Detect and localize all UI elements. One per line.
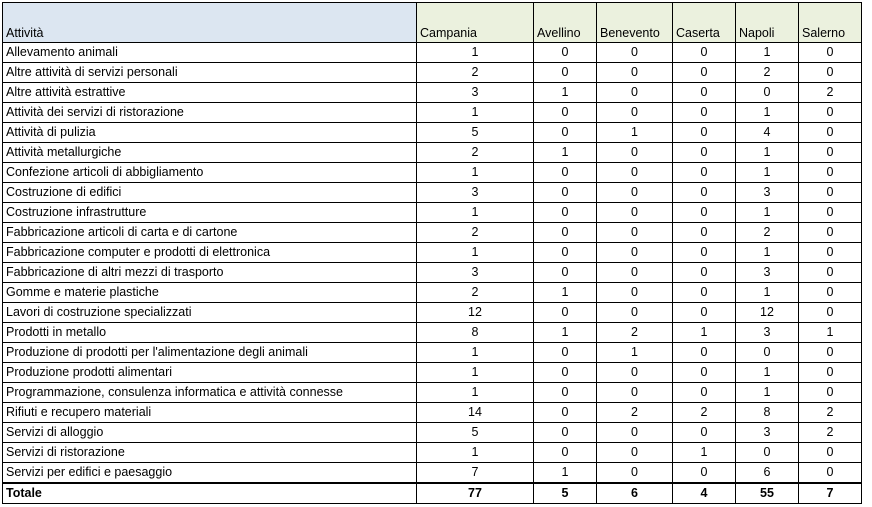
value-cell[interactable]: 1: [736, 283, 799, 303]
value-cell[interactable]: 0: [673, 383, 736, 403]
value-cell[interactable]: 0: [534, 303, 597, 323]
total-value-cell[interactable]: 77: [417, 483, 534, 504]
activity-cell[interactable]: Servizi di ristorazione: [3, 443, 417, 463]
value-cell[interactable]: 1: [597, 123, 673, 143]
table-row: [3, 163, 862, 183]
value-cell[interactable]: 0: [597, 63, 673, 83]
value-cell[interactable]: 7: [417, 463, 534, 484]
activity-cell[interactable]: Altre attività estrattive: [3, 83, 417, 103]
value-cell[interactable]: 0: [597, 283, 673, 303]
value-cell[interactable]: 0: [534, 223, 597, 243]
value-cell[interactable]: 0: [673, 243, 736, 263]
table-row: [3, 63, 862, 83]
value-cell[interactable]: 0: [799, 143, 862, 163]
value-cell[interactable]: 0: [799, 123, 862, 143]
totals-label-cell[interactable]: Totale: [3, 483, 417, 504]
table-row: [3, 83, 862, 103]
table-row: [3, 243, 862, 263]
totals-row: [3, 483, 862, 504]
table-body: [3, 43, 862, 484]
value-cell[interactable]: 3: [736, 323, 799, 343]
table-row: [3, 383, 862, 403]
value-cell[interactable]: 0: [799, 183, 862, 203]
table-row: [3, 143, 862, 163]
table-row: [3, 363, 862, 383]
value-cell[interactable]: 1: [673, 443, 736, 463]
value-cell[interactable]: 0: [673, 183, 736, 203]
activity-cell[interactable]: Fabbricazione computer e prodotti di elettronica: [3, 243, 417, 263]
value-cell[interactable]: 0: [799, 463, 862, 484]
activity-cell[interactable]: Gomme e materie plastiche: [3, 283, 417, 303]
table-row: [3, 343, 862, 363]
value-cell[interactable]: 0: [736, 443, 799, 463]
value-cell[interactable]: 1: [417, 363, 534, 383]
value-cell[interactable]: 3: [417, 83, 534, 103]
total-value-cell[interactable]: 7: [799, 483, 862, 504]
value-cell[interactable]: 0: [597, 103, 673, 123]
activity-cell[interactable]: Programmazione, consulenza informatica e attività connesse: [3, 383, 417, 403]
value-cell[interactable]: 0: [597, 443, 673, 463]
value-cell[interactable]: 0: [534, 43, 597, 63]
value-cell[interactable]: 14: [417, 403, 534, 423]
value-cell[interactable]: 0: [534, 343, 597, 363]
activity-cell[interactable]: Servizi per edifici e paesaggio: [3, 463, 417, 484]
value-cell[interactable]: 0: [534, 63, 597, 83]
value-cell[interactable]: 0: [673, 103, 736, 123]
value-cell[interactable]: 1: [534, 323, 597, 343]
total-value-cell[interactable]: 5: [534, 483, 597, 504]
table-row: [3, 123, 862, 143]
value-cell[interactable]: 0: [534, 403, 597, 423]
value-cell[interactable]: 0: [673, 203, 736, 223]
activity-cell[interactable]: Attività di pulizia: [3, 123, 417, 143]
value-cell[interactable]: 0: [597, 303, 673, 323]
value-cell[interactable]: 2: [417, 63, 534, 83]
value-cell[interactable]: 0: [799, 303, 862, 323]
total-value-cell[interactable]: 4: [673, 483, 736, 504]
value-cell[interactable]: 0: [597, 223, 673, 243]
value-cell[interactable]: 0: [534, 363, 597, 383]
value-cell[interactable]: 0: [534, 263, 597, 283]
value-cell[interactable]: 1: [417, 103, 534, 123]
value-cell[interactable]: 0: [597, 423, 673, 443]
value-cell[interactable]: 0: [597, 143, 673, 163]
table-row: [3, 403, 862, 423]
value-cell[interactable]: 0: [799, 103, 862, 123]
table-row: [3, 263, 862, 283]
value-cell[interactable]: 0: [673, 163, 736, 183]
header-cell-benevento[interactable]: Benevento: [597, 3, 673, 43]
table-row: [3, 283, 862, 303]
value-cell[interactable]: 8: [736, 403, 799, 423]
value-cell[interactable]: 1: [736, 243, 799, 263]
value-cell[interactable]: 0: [534, 203, 597, 223]
header-cell-avellino[interactable]: Avellino: [534, 3, 597, 43]
spreadsheet: [2, 2, 862, 504]
value-cell[interactable]: 0: [534, 383, 597, 403]
value-cell[interactable]: 12: [417, 303, 534, 323]
table-row: [3, 203, 862, 223]
value-cell[interactable]: 0: [799, 443, 862, 463]
value-cell[interactable]: 1: [534, 463, 597, 484]
header-cell-salerno[interactable]: Salerno: [799, 3, 862, 43]
value-cell[interactable]: 0: [673, 463, 736, 484]
table-row: [3, 43, 862, 63]
value-cell[interactable]: 1: [673, 323, 736, 343]
activity-cell[interactable]: Costruzione infrastrutture: [3, 203, 417, 223]
value-cell[interactable]: 1: [417, 163, 534, 183]
value-cell[interactable]: 2: [736, 63, 799, 83]
value-cell[interactable]: 0: [534, 243, 597, 263]
value-cell[interactable]: 0: [597, 463, 673, 484]
activity-cell[interactable]: Fabbricazione di altri mezzi di trasporto: [3, 263, 417, 283]
value-cell[interactable]: 2: [597, 403, 673, 423]
value-cell[interactable]: 12: [736, 303, 799, 323]
value-cell[interactable]: 0: [799, 283, 862, 303]
value-cell[interactable]: 3: [736, 263, 799, 283]
value-cell[interactable]: 1: [534, 283, 597, 303]
value-cell[interactable]: 8: [417, 323, 534, 343]
value-cell[interactable]: 2: [673, 403, 736, 423]
activity-cell[interactable]: Confezione articoli di abbigliamento: [3, 163, 417, 183]
value-cell[interactable]: 0: [799, 43, 862, 63]
value-cell[interactable]: 0: [673, 263, 736, 283]
value-cell[interactable]: 0: [673, 83, 736, 103]
activity-cell[interactable]: Altre attività di servizi personali: [3, 63, 417, 83]
value-cell[interactable]: 1: [417, 343, 534, 363]
value-cell[interactable]: 0: [799, 383, 862, 403]
value-cell[interactable]: 0: [534, 423, 597, 443]
table-row: [3, 183, 862, 203]
header-row: [3, 3, 862, 43]
value-cell[interactable]: 4: [736, 123, 799, 143]
value-cell[interactable]: 0: [673, 123, 736, 143]
value-cell[interactable]: 2: [417, 143, 534, 163]
value-cell[interactable]: 0: [673, 223, 736, 243]
value-cell[interactable]: 1: [736, 363, 799, 383]
value-cell[interactable]: 0: [597, 183, 673, 203]
value-cell[interactable]: 0: [799, 343, 862, 363]
value-cell[interactable]: 0: [597, 263, 673, 283]
value-cell[interactable]: 0: [597, 43, 673, 63]
value-cell[interactable]: 0: [799, 363, 862, 383]
value-cell[interactable]: 3: [736, 423, 799, 443]
activity-cell[interactable]: Prodotti in metallo: [3, 323, 417, 343]
value-cell[interactable]: 2: [736, 223, 799, 243]
value-cell[interactable]: 0: [597, 363, 673, 383]
value-cell[interactable]: 0: [673, 303, 736, 323]
total-value-cell[interactable]: 6: [597, 483, 673, 504]
value-cell[interactable]: 0: [597, 383, 673, 403]
activity-cell[interactable]: Rifiuti e recupero materiali: [3, 403, 417, 423]
value-cell[interactable]: 1: [736, 103, 799, 123]
value-cell[interactable]: 0: [673, 43, 736, 63]
value-cell[interactable]: 1: [417, 443, 534, 463]
total-value-cell[interactable]: 55: [736, 483, 799, 504]
value-cell[interactable]: 1: [417, 43, 534, 63]
value-cell[interactable]: 0: [799, 163, 862, 183]
value-cell[interactable]: 2: [417, 283, 534, 303]
activity-cell[interactable]: Fabbricazione articoli di carta e di cartone: [3, 223, 417, 243]
value-cell[interactable]: 1: [736, 203, 799, 223]
value-cell[interactable]: 0: [673, 363, 736, 383]
table-row: [3, 323, 862, 343]
header-cell-caserta[interactable]: Caserta: [673, 3, 736, 43]
header-cell-campania[interactable]: Campania: [417, 3, 534, 43]
value-cell[interactable]: 0: [736, 343, 799, 363]
value-cell[interactable]: 0: [673, 343, 736, 363]
value-cell[interactable]: 0: [673, 143, 736, 163]
value-cell[interactable]: 0: [597, 243, 673, 263]
value-cell[interactable]: 0: [673, 283, 736, 303]
table-row: [3, 223, 862, 243]
table-row: [3, 423, 862, 443]
value-cell[interactable]: 3: [417, 263, 534, 283]
header-cell-activity[interactable]: Attività: [3, 3, 417, 43]
activity-cell[interactable]: Lavori di costruzione specializzati: [3, 303, 417, 323]
value-cell[interactable]: 2: [417, 223, 534, 243]
value-cell[interactable]: 1: [534, 83, 597, 103]
value-cell[interactable]: 0: [534, 123, 597, 143]
table-row: [3, 303, 862, 323]
value-cell[interactable]: 1: [534, 143, 597, 163]
activity-cell[interactable]: Attività dei servizi di ristorazione: [3, 103, 417, 123]
activity-cell[interactable]: Costruzione di edifici: [3, 183, 417, 203]
value-cell[interactable]: 0: [534, 443, 597, 463]
table-row: [3, 103, 862, 123]
value-cell[interactable]: 3: [417, 183, 534, 203]
activity-table: [2, 2, 862, 504]
value-cell[interactable]: 0: [534, 183, 597, 203]
value-cell[interactable]: 5: [417, 123, 534, 143]
value-cell[interactable]: 0: [799, 243, 862, 263]
value-cell[interactable]: 0: [534, 103, 597, 123]
activity-cell[interactable]: Attività metallurgiche: [3, 143, 417, 163]
value-cell[interactable]: 1: [736, 383, 799, 403]
activity-cell[interactable]: Produzione di prodotti per l'alimentazione degli animali: [3, 343, 417, 363]
value-cell[interactable]: 6: [736, 463, 799, 484]
value-cell[interactable]: 5: [417, 423, 534, 443]
value-cell[interactable]: 0: [597, 203, 673, 223]
activity-cell[interactable]: Allevamento animali: [3, 43, 417, 63]
value-cell[interactable]: 1: [597, 343, 673, 363]
value-cell[interactable]: 1: [417, 243, 534, 263]
value-cell[interactable]: 2: [597, 323, 673, 343]
value-cell[interactable]: 1: [736, 163, 799, 183]
value-cell[interactable]: 0: [799, 263, 862, 283]
value-cell[interactable]: 0: [534, 163, 597, 183]
value-cell[interactable]: 1: [417, 383, 534, 403]
value-cell[interactable]: 2: [799, 423, 862, 443]
value-cell[interactable]: 3: [736, 183, 799, 203]
value-cell[interactable]: 1: [736, 43, 799, 63]
value-cell[interactable]: 0: [799, 63, 862, 83]
value-cell[interactable]: 0: [799, 203, 862, 223]
value-cell[interactable]: 2: [799, 83, 862, 103]
value-cell[interactable]: 1: [736, 143, 799, 163]
value-cell[interactable]: 0: [597, 163, 673, 183]
value-cell[interactable]: 0: [673, 423, 736, 443]
value-cell[interactable]: 0: [736, 83, 799, 103]
value-cell[interactable]: 1: [799, 323, 862, 343]
value-cell[interactable]: 0: [673, 63, 736, 83]
value-cell[interactable]: 0: [597, 83, 673, 103]
table-row: [3, 463, 862, 484]
activity-cell[interactable]: Servizi di alloggio: [3, 423, 417, 443]
header-cell-napoli[interactable]: Napoli: [736, 3, 799, 43]
table-row: [3, 443, 862, 463]
value-cell[interactable]: 0: [799, 223, 862, 243]
value-cell[interactable]: 2: [799, 403, 862, 423]
value-cell[interactable]: 1: [417, 203, 534, 223]
activity-cell[interactable]: Produzione prodotti alimentari: [3, 363, 417, 383]
